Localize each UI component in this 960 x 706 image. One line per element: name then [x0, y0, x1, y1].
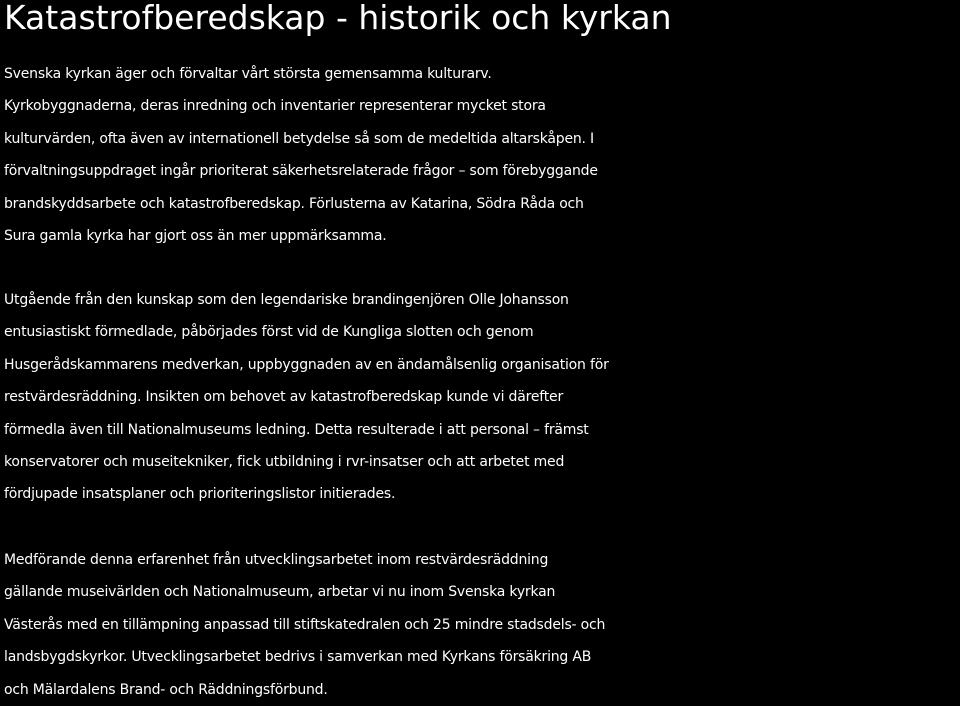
text-line: Svenska kyrkan äger och förvaltar vårt största gemensamma kulturarv. [4, 66, 492, 82]
text-line: konservatorer och museitekniker, fick utbildning i rvr-insatser och att arbetet med [4, 454, 565, 471]
text-line: entusiastiskt förmedlade, påbörjades först vid de Kungliga slotten och genom [4, 324, 534, 341]
text-line: gällande museivärlden och Nationalmuseum, arbetar vi nu inom Svenska kyrkan [4, 584, 556, 601]
text-line: Medförande denna erfarenhet från utvecklingsarbetet inom restvärdesräddning [4, 552, 549, 568]
text-line: Sura gamla kyrka har gjort oss än mer uppmärksamma. [4, 228, 387, 245]
text-line: Husgerådskammarens medverkan, uppbyggnaden av en ändamålsenlig organisation för [4, 356, 609, 373]
paragraph-heritage [4, 58, 960, 252]
text-line: fördjupade insatsplaner och prioriteringslistor initierades. [4, 486, 396, 503]
slide-title: Katastrofberedskap - historik och kyrkan [4, 0, 672, 37]
paragraph-current-work [4, 544, 960, 706]
text-line: förmedla även till Nationalmuseums ledning. Detta resulterade i att personal – främst [4, 421, 589, 438]
text-line: Västerås med en tillämpning anpassad till stiftskatedralen och 25 mindre stadsdels- och [4, 616, 606, 633]
text-line: kulturvärden, ofta även av internationell betydelse så som de medeltida altarskåpen. I [4, 130, 594, 147]
text-line: förvaltningsuppdraget ingår prioriterat säkerhetsrelaterade frågor – som förebyggande [4, 163, 598, 180]
text-line: restvärdesräddning. Insikten om behovet av katastrofberedskap kunde vi därefter [4, 389, 564, 406]
text-line: Utgående från den kunskap som den legendariske brandingenjören Olle Johansson [4, 292, 569, 308]
text-line: Kyrkobyggnaderna, deras inredning och inventarier representerar mycket stora [4, 98, 546, 115]
text-line: landsbygdskyrkor. Utvecklingsarbetet bedrivs i samverkan med Kyrkans försäkring AB [4, 649, 592, 666]
text-line: och Mälardalens Brand- och Räddningsförbund. [4, 681, 328, 698]
text-line: brandskyddsarbete och katastrofberedskap. Förlusterna av Katarina, Södra Råda och [4, 195, 584, 212]
paragraph-history [4, 284, 960, 511]
